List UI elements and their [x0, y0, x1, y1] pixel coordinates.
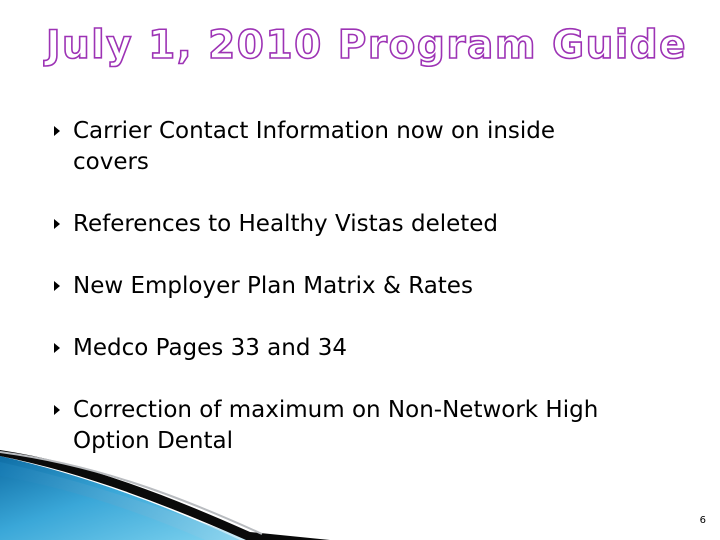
bullet-text-line: Carrier Contact Information now on inside [73, 118, 556, 144]
triangle-bullet-icon [54, 343, 60, 353]
bullet-text-line: Option Dental [73, 428, 234, 454]
decorative-corner-wave [0, 440, 330, 540]
slide-title: July 1, 2010 Program Guide [46, 23, 688, 68]
bullet-text-line: covers [73, 149, 149, 175]
bullet-item [54, 116, 694, 178]
bullet-item [54, 271, 694, 302]
bullet-text-line: Medco Pages 33 and 34 [73, 335, 348, 361]
triangle-bullet-icon [54, 126, 60, 136]
bullet-item [54, 333, 694, 364]
bullet-text-line: New Employer Plan Matrix & Rates [73, 273, 473, 299]
bullet-list [54, 116, 694, 488]
bullet-item [54, 209, 694, 240]
triangle-bullet-icon [54, 219, 60, 229]
page-number: 6 [699, 515, 706, 526]
bullet-text-line: References to Healthy Vistas deleted [73, 211, 499, 237]
triangle-bullet-icon [54, 405, 60, 415]
bullet-text-line: Correction of maximum on Non-Network High [73, 397, 599, 423]
triangle-bullet-icon [54, 281, 60, 291]
